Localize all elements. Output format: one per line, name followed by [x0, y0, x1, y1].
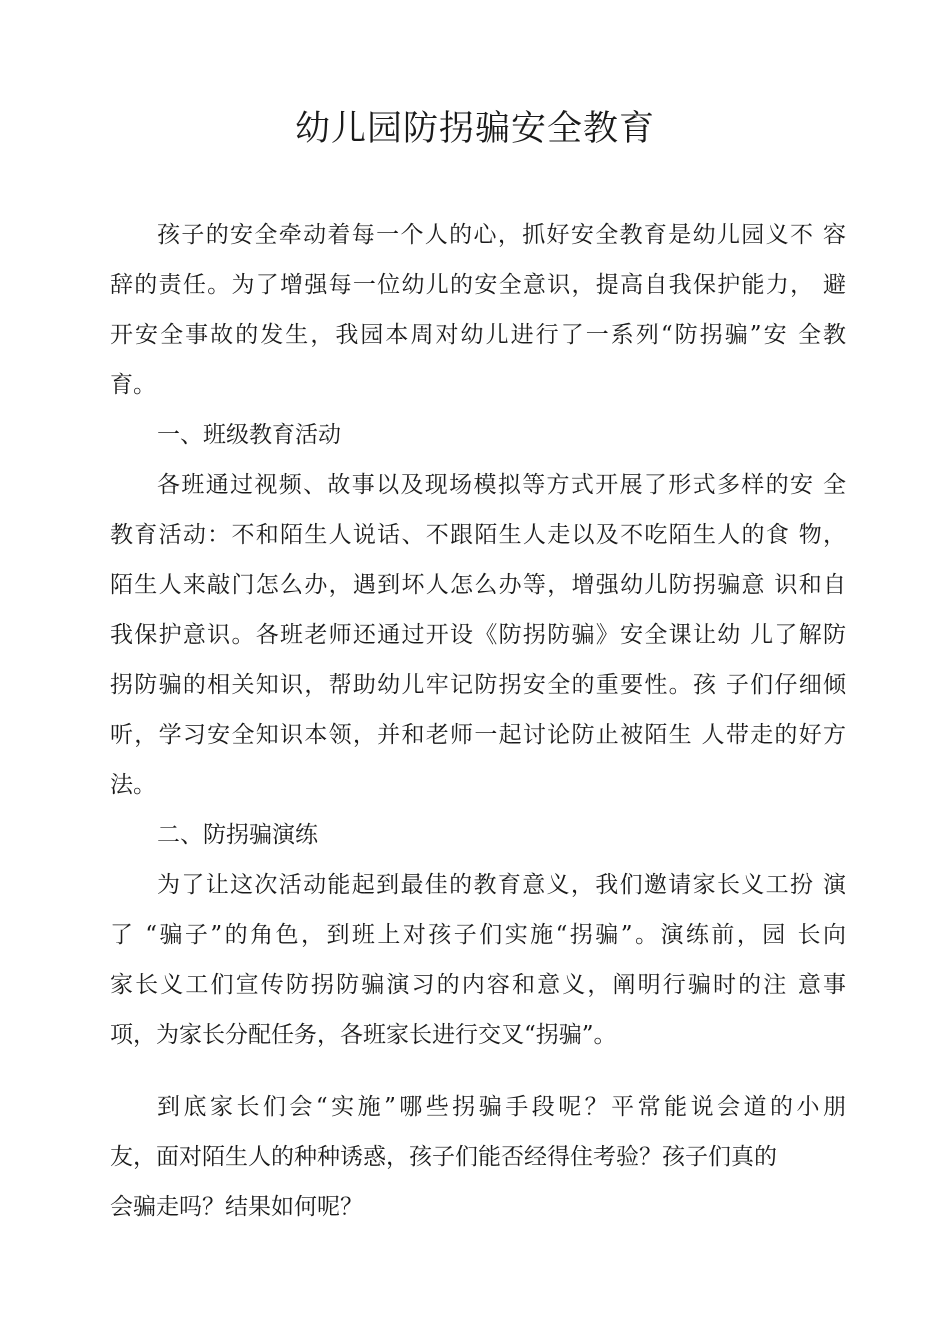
paragraph-line: 开安全事故的发生，我园本周对幼儿进行了一系列“防拐骗”安 全教: [110, 322, 846, 348]
paragraph-line: 会骗走吗？结果如何呢？: [110, 1194, 363, 1220]
section-heading: 一、班级教育活动: [157, 422, 341, 448]
paragraph-line: 教育活动：不和陌生人说话、不跟陌生人走以及不吃陌生人的食 物，: [110, 522, 846, 548]
paragraph-line: 陌生人来敲门怎么办，遇到坏人怎么办等，增强幼儿防拐骗意 识和自: [110, 572, 846, 598]
paragraph-line: 辞的责任。为了增强每一位幼儿的安全意识，提高自我保护能力， 避: [110, 272, 846, 298]
document-body: [110, 210, 846, 1232]
document-title: 幼儿园防拐骗安全教育: [294, 109, 655, 149]
paragraph-line: 项，为家长分配任务，各班家长进行交叉“拐骗”。: [110, 1022, 617, 1048]
paragraph-line: 了 “骗子”的角色，到班上对孩子们实施“拐骗”。演练前，园 长向: [110, 922, 846, 948]
paragraph-line: 各班通过视频、故事以及现场模拟等方式开展了形式多样的安 全: [157, 472, 846, 498]
paragraph-line: 家长义工们宣传防拐防骗演习的内容和意义，阐明行骗时的注 意事: [110, 972, 846, 998]
paragraph-line: 听，学习安全知识本领，并和老师一起讨论防止被陌生 人带走的好方: [110, 722, 846, 748]
paragraph-line: 友，面对陌生人的种种诱惑，孩子们能否经得住考验？孩子们真的: [110, 1144, 777, 1170]
section-heading: 二、防拐骗演练: [157, 822, 318, 848]
paragraph-line: 孩子的安全牵动着每一个人的心，抓好安全教育是幼儿园义不 容: [157, 222, 846, 248]
paragraph-line: 拐防骗的相关知识，帮助幼儿牢记防拐安全的重要性。孩 子们仔细倾: [110, 672, 846, 698]
paragraph-line: 到底家长们会“实施”哪些拐骗手段呢？平常能说会道的小朋: [157, 1094, 846, 1120]
paragraph-line: 法。: [110, 772, 156, 798]
paragraph-line: 育。: [110, 372, 156, 398]
paragraph-line: 我保护意识。各班老师还通过开设《防拐防骗》安全课让幼 儿了解防: [110, 622, 846, 648]
paragraph-line: 为了让这次活动能起到最佳的教育意义，我们邀请家长义工扮 演: [157, 872, 846, 898]
